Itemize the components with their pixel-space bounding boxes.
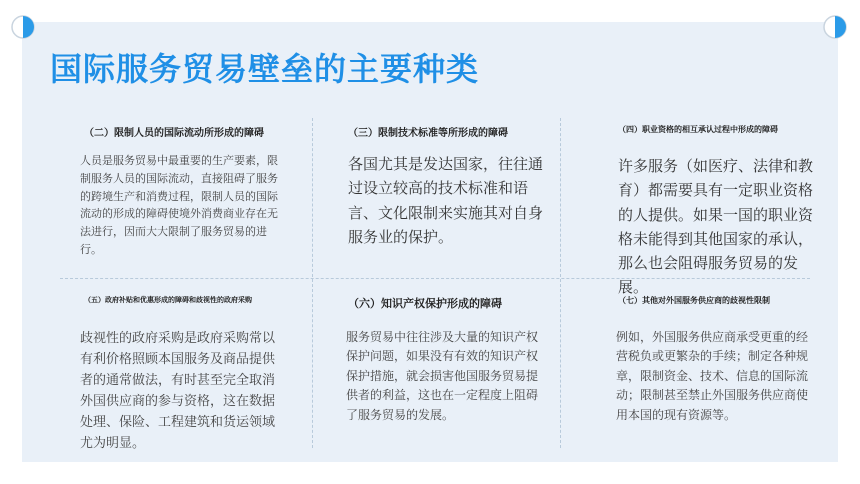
half-circle-decoration-right bbox=[822, 14, 848, 40]
section-heading: （四）职业资格的相互承认过程中形成的障碍 bbox=[618, 125, 778, 134]
column-divider bbox=[560, 118, 561, 448]
column-divider bbox=[312, 118, 313, 448]
half-circle-decoration-left bbox=[10, 14, 36, 40]
section-body: 许多服务（如医疗、法律和教育）都需要具有一定职业资格的人提供。如果一国的职业资格未能得到其他国家的承认，那么也会阻碍服务贸易的发展。 bbox=[618, 157, 814, 297]
section-body: 例如，外国服务供应商承受更重的经营税负或更繁杂的手续；制定各种规章，限制资金、技术、信息的国际流动；限制甚至禁止外国服务供应商使用本国的现有资源等。 bbox=[616, 330, 809, 422]
section-body: 歧视性的政府采购是政府采购常以有利价格照顾本国服务及商品提供者的通常做法，有时甚至完全取消外国供应商的参与资格，这在数据处理、保险、工程建筑和货运领域尤为明显。 bbox=[80, 331, 276, 452]
section-heading: （二）限制人员的国际流动所形成的障碍 bbox=[84, 128, 264, 139]
page-title: 国际服务贸易壁垒的主要种类 bbox=[50, 50, 480, 88]
section-body: 人员是服务贸易中最重要的生产要素，限制服务人员的国际流动，直接阻碍了服务的跨境生产和消费过程，限制人员的国际流动的形成的障碍使境外消费商业存在无法进行，因而大大限制了服务贸易的进行。 bbox=[80, 154, 278, 257]
section-heading: （七）其他对外国服务供应商的歧视性限制 bbox=[618, 296, 770, 305]
section-body: 各国尤其是发达国家，往往通过设立较高的技术标准和语言、文化限制来实施其对自身服务业的保护。 bbox=[348, 155, 544, 246]
section-heading: （三）限制技术标准等所形成的障碍 bbox=[348, 128, 508, 139]
section-heading: （六）知识产权保护形成的障碍 bbox=[348, 297, 502, 310]
section-body: 服务贸易中往往涉及大量的知识产权保护问题，如果没有有效的知识产权保护措施，就会损害他国服务贸易提供者的利益，这也在一定程度上阻碍了服务贸易的发展。 bbox=[346, 330, 539, 422]
section-heading: （五）政府补贴和优惠形成的障碍和歧视性的政府采购 bbox=[84, 296, 252, 304]
